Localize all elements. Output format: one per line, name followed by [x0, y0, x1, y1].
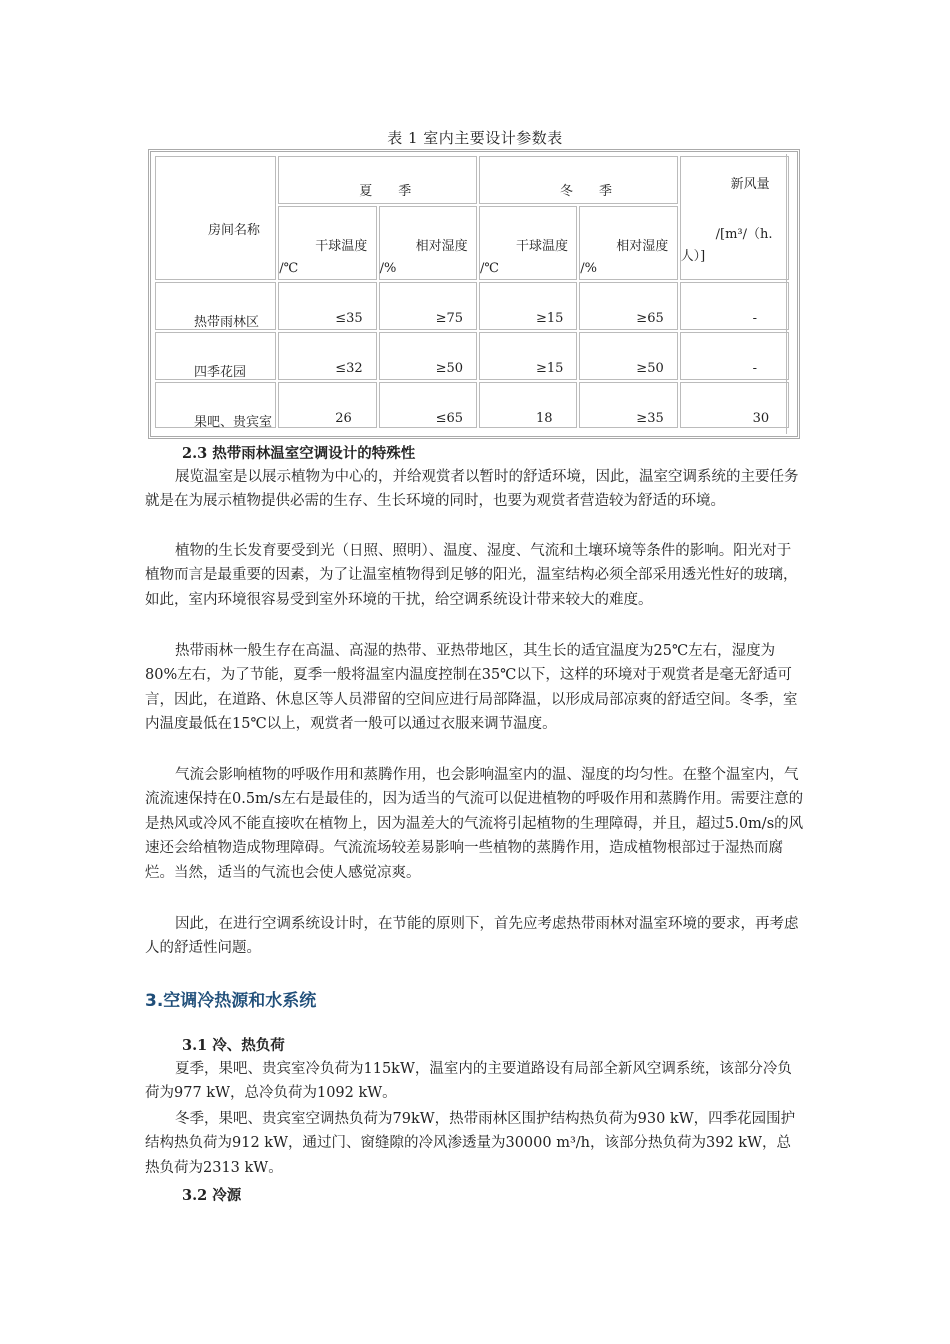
paragraph: 热带雨林一般生存在高温、高湿的热带、亚热带地区，其生长的适宜温度为25℃左右，湿度为80%左右，为了节能，夏季一般将温室内温度控制在35℃以下，这样的环境对于观赏者是毫无舒适可言，因此，在道路、休息区等人员滞留的空间应进行局部降温，以形成局部凉爽的舒适空间。冬季，室内温度最低在15℃以上，观赏者一般可以通过衣服来调节温度。 [145, 643, 798, 733]
paragraph: 展览温室是以展示植物为中心的，并给观赏者以暂时的舒适环境，因此，温室空调系统的主要任务就是在为展示植物提供必需的生存、生长环境的同时，也要为观赏者营造较为舒适的环境。 [145, 469, 799, 510]
section-3-2-title: 3.2 冷源 [182, 1187, 242, 1204]
paragraph: 因此，在进行空调系统设计时，在节能的原则下，首先应考虑热带雨林对温室环境的要求，再考虑人的舒适性问题。 [145, 916, 799, 957]
paragraph: 气流会影响植物的呼吸作用和蒸腾作用，也会影响温室内的温、湿度的均匀性。在整个温室内，气流流速保持在0.5m/s左右是最佳的，因为适当的气流可以促进植物的呼吸作用和蒸腾作用。需要注意的是热风或冷风不能直接吹在植物上，因为温差大的气流将引起植物的生理障碍，并且，超过5.0m/s的风速还会给植物造成物理障碍。气流流场较差易影响一些植物的蒸腾作用，造成植物根部过于湿热而腐烂。当然，适当的气流也会使人感觉凉爽。 [145, 767, 804, 881]
table-row: 四季花园 ≤32 ≥50 ≥15 ≥50 - [155, 332, 789, 380]
section-3-heading: 3.空调冷热源和水系统 [145, 991, 317, 1011]
paragraph: 夏季，果吧、贵宾室冷负荷为115kW，温室内的主要道路设有局部全新风空调系统，该部分冷负荷为977 kW，总冷负荷为1092 kW。 [145, 1061, 792, 1102]
header-summer: 夏 季 [278, 156, 477, 204]
header-room-name: 房间名称 [155, 156, 276, 280]
paragraph: 植物的生长发育要受到光（日照、照明）、温度、湿度、气流和土壤环境等条件的影响。阳光对于植物而言是最重要的因素，为了让温室植物得到足够的阳光，温室结构必须全部采用透光性好的玻璃，如此，室内环境很容易受到室外环境的干扰，给空调系统设计带来较大的难度。 [145, 543, 798, 608]
paragraph: 冬季，果吧、贵宾室空调热负荷为79kW，热带雨林区围护结构热负荷为930 kW，四季花园围护结构热负荷为912 kW，通过门、窗缝隙的冷风渗透量为30000 m³/h，该部分热负荷为392 kW，总热负荷为2313 kW。 [145, 1111, 796, 1176]
table-row: 果吧、贵宾室 26 ≤65 18 ≥35 30 [155, 382, 789, 428]
header-winter: 冬 季 [479, 156, 678, 204]
section-3-1-title: 3.1 冷、热负荷 [182, 1037, 285, 1054]
design-parameter-table [148, 149, 800, 439]
header-winter-rh: 相对湿度 /% [579, 206, 677, 280]
header-winter-dry-bulb: 干球温度 /℃ [479, 206, 577, 280]
header-summer-rh: 相对湿度 /% [379, 206, 477, 280]
section-2-3-title: 2.3 热带雨林温室空调设计的特殊性 [182, 445, 416, 462]
table-caption: 表 1 室内主要设计参数表 [387, 129, 563, 147]
header-fresh-air: 新风量 /[m³/（h. 人）] [680, 156, 789, 280]
table-row: 热带雨林区 ≤35 ≥75 ≥15 ≥65 - [155, 282, 789, 330]
header-summer-dry-bulb: 干球温度 /℃ [278, 206, 376, 280]
table-side-strip [786, 154, 795, 434]
